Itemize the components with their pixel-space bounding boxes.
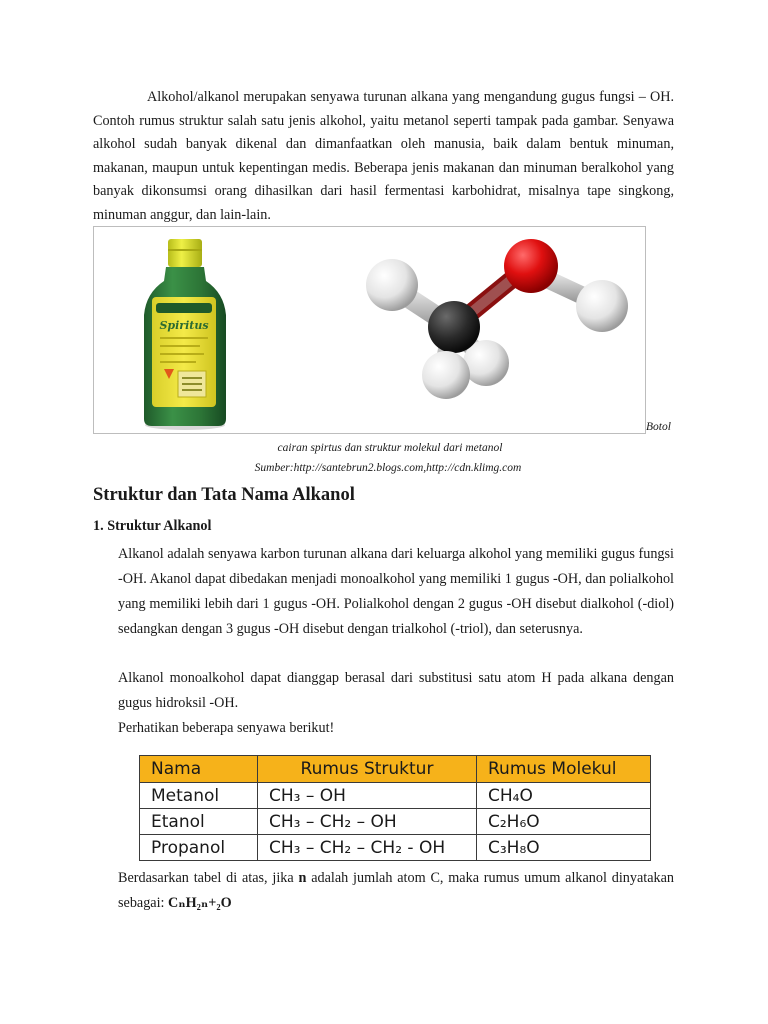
cell-molekul: CH₄O	[477, 783, 651, 809]
section-title: Struktur dan Tata Nama Alkanol	[93, 485, 355, 505]
kesimpulan-text-a: Berdasarkan tabel di atas, jika	[118, 870, 299, 886]
figure-caption: cairan spirtus dan struktur molekul dari metanol	[277, 442, 503, 454]
intro-paragraph-text: Alkohol/alkanol merupakan senyawa turunan alkana yang mengandung gugus fungsi – OH. Contoh rumus struktur salah satu jenis alkohol, yaitu metanol seperti tampak pada gambar. Senyawa alkohol sudah banyak dikenal dan dimanfaatkan oleh manusia, baik dalam bentuk minuman, makanan, maupun untuk kepentingan medis. Beberapa jenis makanan dan minuman beralkohol yang banyak dikonsumsi orang dihasilkan dari hasil fermentasi karbohidrat, misalnya tape singkong, minuman anggur, dan lain-lain.	[93, 89, 674, 223]
figure-illustration	[94, 227, 645, 433]
kesimpulan-text-b: adalah jumlah atom C, maka rumus umum alkanol dinyatakan sebagai:	[118, 870, 674, 911]
hydrogen-atom	[576, 280, 628, 332]
column-header-nama: Nama	[140, 756, 258, 783]
hydrogen-atom	[422, 351, 470, 399]
methanol-figure	[93, 226, 646, 434]
oxygen-atom	[504, 239, 558, 293]
cell-nama: Etanol	[140, 809, 258, 835]
cell-molekul: C₃H₈O	[477, 835, 651, 861]
methanol-molecule-image	[366, 239, 628, 399]
figure-caption-start: Botol	[646, 421, 671, 433]
struktur-paragraph: Alkanol adalah senyawa karbon turunan alkana dari keluarga alkohol yang memiliki gugus fungsi -OH. Akanol dapat dibedakan menjadi monoalkohol yang memiliki 1 gugus -OH, dan polialkohol yang memiliki lebih dari 1 gugus -OH. Polialkohol dengan 2 gugus -OH disebut dialkohol (-diol) sedangkan dengan 3 gugus -OH disebut dengan trialkohol (-triol), dan seterusnya.	[118, 546, 674, 637]
table-row	[140, 783, 651, 809]
hydrogen-atom	[366, 259, 418, 311]
alkanol-table	[139, 755, 651, 861]
cell-nama: Propanol	[140, 835, 258, 861]
column-header-rumus-molekul: Rumus Molekul	[477, 756, 651, 783]
cell-struktur: CH₃ – OH	[258, 783, 477, 809]
kesimpulan-paragraph	[118, 866, 674, 916]
figure-source: Sumber:http://santebrun2.blogs.com,http://cdn.klimg.com	[254, 462, 522, 474]
monoalkohol-paragraph: Alkanol monoalkohol dapat dianggap berasal dari substitusi satu atom H pada alkana dengan gugus hidroksil -OH.	[118, 670, 674, 711]
bottle-label-text: Spiritus	[159, 319, 209, 332]
table-header-row	[140, 756, 651, 783]
cell-struktur: CH₃ – CH₂ – CH₂ - OH	[258, 835, 477, 861]
variable-n: n	[298, 870, 307, 886]
cell-nama: Metanol	[140, 783, 258, 809]
cell-molekul: C₂H₆O	[477, 809, 651, 835]
cell-struktur: CH₃ – CH₂ – OH	[258, 809, 477, 835]
perhatikan-paragraph: Perhatikan beberapa senyawa berikut!	[118, 720, 335, 736]
general-formula: CₙH₂ₙ+₂O	[168, 895, 232, 911]
column-header-rumus-struktur: Rumus Struktur	[258, 756, 477, 783]
intro-paragraph	[93, 86, 674, 228]
table-row	[140, 835, 651, 861]
table-row	[140, 809, 651, 835]
subsection-title: 1. Struktur Alkanol	[93, 518, 212, 534]
carbon-atom	[428, 301, 480, 353]
spiritus-bottle-image	[144, 239, 226, 430]
